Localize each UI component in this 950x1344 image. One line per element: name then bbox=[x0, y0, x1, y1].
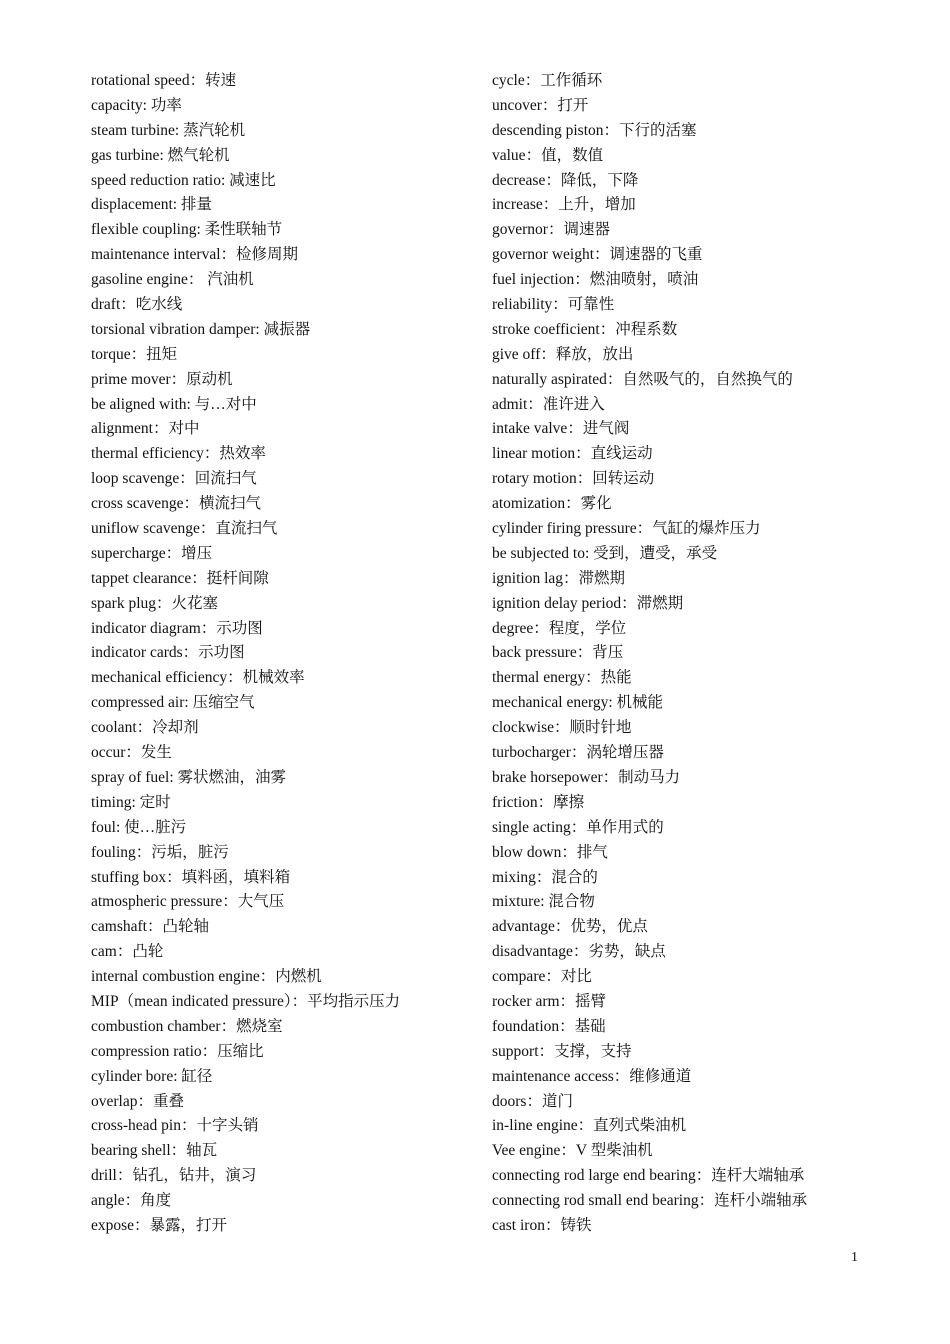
glossary-column-left bbox=[91, 69, 481, 1239]
glossary-entry: increase：上升，增加 bbox=[492, 196, 636, 214]
glossary-entry: compare：对比 bbox=[492, 968, 592, 986]
glossary-entry: angle：角度 bbox=[91, 1192, 172, 1210]
glossary-entry: draft：吃水线 bbox=[91, 296, 183, 314]
glossary-entry: connecting rod small end bearing：连杆小端轴承 bbox=[492, 1192, 808, 1210]
glossary-entry: torque：扭矩 bbox=[91, 345, 178, 363]
glossary-entry: cylinder firing pressure：气缸的爆炸压力 bbox=[492, 520, 761, 538]
glossary-entry: blow down：排气 bbox=[492, 843, 608, 861]
glossary-entry: brake horsepower：制动马力 bbox=[492, 768, 681, 786]
glossary-entry: governor：调速器 bbox=[492, 221, 610, 239]
glossary-entry: governor weight：调速器的飞重 bbox=[492, 246, 703, 264]
glossary-entry: capacity: 功率 bbox=[91, 96, 182, 114]
glossary-entry: torsional vibration damper: 减振器 bbox=[91, 320, 311, 338]
glossary-entry: stroke coefficient：冲程系数 bbox=[492, 320, 678, 338]
glossary-entry: uniflow scavenge：直流扫气 bbox=[91, 520, 278, 538]
glossary-entry: decrease：降低，下降 bbox=[492, 171, 639, 189]
glossary-entry: give off：释放，放出 bbox=[492, 345, 634, 363]
glossary-entry: doors：道门 bbox=[492, 1092, 573, 1110]
glossary-entry: foul: 使…脏污 bbox=[91, 818, 187, 836]
glossary-entry: friction：摩擦 bbox=[492, 793, 585, 811]
glossary-entry: thermal energy：热能 bbox=[492, 669, 632, 687]
glossary-entry: cross scavenge：横流扫气 bbox=[91, 495, 262, 513]
glossary-entry: steam turbine: 蒸汽轮机 bbox=[91, 121, 246, 139]
glossary-entry: mechanical energy: 机械能 bbox=[492, 694, 664, 712]
glossary-entry: internal combustion engine：内燃机 bbox=[91, 968, 322, 986]
glossary-entry: maintenance access：维修通道 bbox=[492, 1067, 692, 1085]
glossary-entry: cross-head pin：十字头销 bbox=[91, 1117, 259, 1135]
glossary-entry: connecting rod large end bearing：连杆大端轴承 bbox=[492, 1167, 805, 1185]
glossary-entry: clockwise：顺时针地 bbox=[492, 719, 632, 737]
glossary-entry: cast iron：铸铁 bbox=[492, 1216, 592, 1234]
glossary-entry: rocker arm：摇臂 bbox=[492, 992, 607, 1010]
glossary-entry: intake valve：进气阀 bbox=[492, 420, 630, 438]
glossary-entry: linear motion：直线运动 bbox=[492, 445, 653, 463]
glossary-entry: occur：发生 bbox=[91, 744, 172, 762]
glossary-entry: camshaft：凸轮轴 bbox=[91, 918, 209, 936]
glossary-entry: ignition delay period：滞燃期 bbox=[492, 594, 684, 612]
glossary-entry: support：支撑，支持 bbox=[492, 1042, 632, 1060]
glossary-column-right bbox=[492, 69, 912, 1239]
glossary-entry: timing: 定时 bbox=[91, 793, 171, 811]
glossary-entry: fuel injection：燃油喷射，喷油 bbox=[492, 271, 699, 289]
glossary-entry: foundation：基础 bbox=[492, 1017, 606, 1035]
glossary-entry: prime mover：原动机 bbox=[91, 370, 233, 388]
glossary-entry: coolant：冷却剂 bbox=[91, 719, 199, 737]
glossary-entry: mixture: 混合物 bbox=[492, 893, 595, 911]
glossary-entry: supercharge：增压 bbox=[91, 544, 213, 562]
page-number: 1 bbox=[851, 1250, 858, 1265]
glossary-entry: single acting：单作用式的 bbox=[492, 818, 664, 836]
glossary-entry: in-line engine：直列式柴油机 bbox=[492, 1117, 687, 1135]
glossary-entry: expose：暴露，打开 bbox=[91, 1216, 228, 1234]
glossary-entry: maintenance interval：检修周期 bbox=[91, 246, 299, 264]
glossary-entry: combustion chamber：燃烧室 bbox=[91, 1017, 283, 1035]
glossary-entry: gas turbine: 燃气轮机 bbox=[91, 146, 230, 164]
glossary-entry: value：值，数值 bbox=[492, 146, 604, 164]
glossary-entry: turbocharger：涡轮增压器 bbox=[492, 744, 664, 762]
glossary-entry: cycle：工作循环 bbox=[492, 72, 603, 89]
glossary-entry: atomization：雾化 bbox=[492, 495, 612, 513]
glossary-entry: atmospheric pressure：大气压 bbox=[91, 893, 285, 911]
glossary-entry: MIP（mean indicated pressure）：平均指示压力 bbox=[91, 992, 401, 1010]
glossary-entry: uncover：打开 bbox=[492, 96, 589, 114]
glossary-entry: indicator diagram：示功图 bbox=[91, 619, 263, 637]
glossary-entry: advantage：优势，优点 bbox=[492, 918, 648, 936]
glossary-entry: speed reduction ratio: 减速比 bbox=[91, 171, 276, 189]
glossary-entry: spark plug：火花塞 bbox=[91, 594, 219, 612]
glossary-entry: drill：钻孔，钻井，演习 bbox=[91, 1167, 257, 1185]
glossary-entry: ignition lag：滞燃期 bbox=[492, 569, 626, 587]
glossary-entry: stuffing box：填料函，填料箱 bbox=[91, 868, 291, 886]
glossary-entry: displacement: 排量 bbox=[91, 196, 212, 214]
glossary-entry: reliability：可靠性 bbox=[492, 296, 615, 314]
glossary-entry: fouling：污垢，脏污 bbox=[91, 843, 229, 861]
glossary-entry: descending piston：下行的活塞 bbox=[492, 121, 697, 139]
glossary-entry: disadvantage：劣势，缺点 bbox=[492, 943, 666, 961]
glossary-entry: tappet clearance：挺杆间隙 bbox=[91, 569, 269, 587]
glossary-entry: compressed air: 压缩空气 bbox=[91, 694, 255, 712]
glossary-entry: thermal efficiency：热效率 bbox=[91, 445, 266, 463]
glossary-entry: degree：程度，学位 bbox=[492, 619, 627, 637]
glossary-entry: compression ratio：压缩比 bbox=[91, 1042, 264, 1060]
glossary-entry: overlap：重叠 bbox=[91, 1092, 184, 1110]
glossary-entry: flexible coupling: 柔性联轴节 bbox=[91, 221, 283, 239]
glossary-entry: cam：凸轮 bbox=[91, 943, 164, 961]
glossary-entry: admit：准许进入 bbox=[492, 395, 605, 413]
glossary-entry: back pressure：背压 bbox=[492, 644, 624, 662]
glossary-entry: rotary motion：回转运动 bbox=[492, 470, 655, 488]
glossary-entry: alignment：对中 bbox=[91, 420, 200, 438]
glossary-entry: bearing shell：轴瓦 bbox=[91, 1142, 218, 1160]
glossary-entry: gasoline engine： 汽油机 bbox=[91, 271, 254, 289]
glossary-entry: naturally aspirated：自然吸气的，自然换气的 bbox=[492, 370, 793, 388]
glossary-entry: cylinder bore: 缸径 bbox=[91, 1067, 213, 1085]
glossary-entry: rotational speed：转速 bbox=[91, 72, 237, 89]
glossary-entry: mixing：混合的 bbox=[492, 868, 598, 886]
glossary-entry: loop scavenge：回流扫气 bbox=[91, 470, 257, 488]
glossary-entry: be subjected to: 受到，遭受，承受 bbox=[492, 544, 718, 562]
glossary-entry: spray of fuel: 雾状燃油，油雾 bbox=[91, 768, 287, 786]
glossary-entry: Vee engine：V 型柴油机 bbox=[492, 1142, 653, 1160]
glossary-entry: mechanical efficiency：机械效率 bbox=[91, 669, 305, 687]
glossary-entry: be aligned with: 与…对中 bbox=[91, 395, 257, 413]
glossary-entry: indicator cards：示功图 bbox=[91, 644, 245, 662]
